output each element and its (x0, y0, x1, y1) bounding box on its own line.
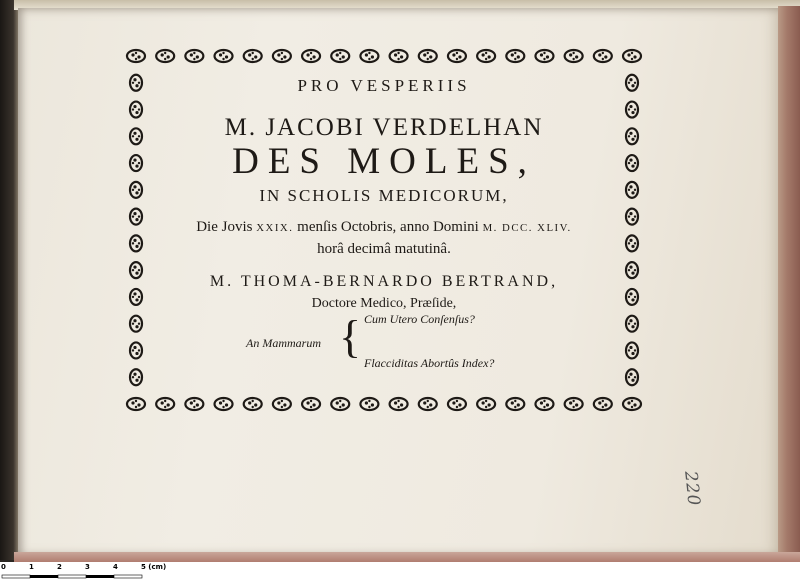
handwritten-page-number: 220 (680, 470, 704, 508)
border-ornament (244, 398, 262, 410)
border-ornament (130, 75, 142, 91)
border-ornament (594, 398, 612, 410)
border-ornament (419, 398, 437, 410)
title-line-pro-vesperiis: PRO VESPERIIS (297, 76, 471, 95)
scale-ruler (0, 562, 800, 584)
border-ornament (626, 316, 638, 332)
date-prefix: Die Jovis (196, 219, 257, 235)
title-line-location: IN SCHOLIS MEDICORUM, (259, 186, 509, 205)
border-ornament (244, 50, 262, 62)
title-line-president: M. THOMA-BERNARDO BERTRAND, (209, 273, 559, 290)
border-ornament (626, 75, 638, 91)
ruler-label-4: 4 (113, 563, 118, 571)
border-ornament (565, 50, 583, 62)
border-ornament (185, 398, 203, 410)
border-ornament (273, 50, 291, 62)
border-ornament (156, 50, 174, 62)
border-ornament (130, 316, 142, 332)
border-ornament (390, 398, 408, 410)
date-day-numeral: XXIX. (256, 222, 294, 234)
border-ornament (626, 262, 638, 278)
title-line-surname: DES MOLES, (232, 141, 536, 182)
border-ornament (626, 369, 638, 385)
border-ornament (477, 398, 495, 410)
border-ornament (477, 50, 495, 62)
border-ornament (626, 289, 638, 305)
border-ornament (156, 398, 174, 410)
border-ornament (130, 342, 142, 358)
border-ornament (448, 50, 466, 62)
border-ornament (127, 50, 145, 62)
border-ornament (185, 50, 203, 62)
ruler-label-0: 0 (1, 563, 6, 571)
border-ornament (535, 398, 553, 410)
border-ornament (626, 182, 638, 198)
border-ornament (215, 50, 233, 62)
brace-glyph: { (339, 311, 362, 362)
border-ornament (130, 155, 142, 171)
question-option-b: Flacciditas Abortûs Index? (364, 356, 495, 370)
border-ornament (360, 50, 378, 62)
border-ornament (130, 289, 142, 305)
border-ornament (506, 398, 524, 410)
ruler-label-5: 5 (cm) (141, 563, 167, 571)
border-ornament (623, 398, 641, 410)
ruler-label-3: 3 (85, 563, 90, 571)
border-ornament (448, 398, 466, 410)
border-ornament (506, 50, 524, 62)
border-ornament (331, 398, 349, 410)
border-ornament (626, 342, 638, 358)
question-lead: An Mammarum (246, 336, 321, 350)
ruler-label-2: 2 (57, 563, 62, 571)
thesis-question (246, 310, 546, 370)
title-line-date (140, 219, 628, 236)
border-ornament (127, 398, 145, 410)
border-ornament (302, 398, 320, 410)
ruler-label-1: 1 (29, 563, 34, 571)
border-ornament (565, 398, 583, 410)
border-ornament (130, 235, 142, 251)
title-line-hour: horâ decimâ matutinâ. (317, 241, 451, 257)
border-ornament (360, 398, 378, 410)
ruler-ticks (0, 562, 160, 584)
border-ornament (215, 398, 233, 410)
border-ornament (419, 50, 437, 62)
border-ornament (302, 50, 320, 62)
border-ornament (130, 262, 142, 278)
border-ornament (626, 155, 638, 171)
border-ornament (623, 50, 641, 62)
border-ornament (273, 398, 291, 410)
border-ornament (626, 235, 638, 251)
border-ornament (130, 182, 142, 198)
date-month: menſis Octobris, anno Domini (293, 219, 483, 235)
title-line-candidate-name: M. JACOBI VERDELHAN (224, 114, 544, 141)
date-year-numeral: M. DCC. XLIV. (482, 222, 572, 234)
border-ornament (331, 50, 349, 62)
border-ornament (390, 50, 408, 62)
title-line-president-role: Doctore Medico, Præſide, (311, 296, 457, 311)
border-ornament (594, 50, 612, 62)
border-ornament (535, 50, 553, 62)
question-option-a: Cum Utero Conſenſus? (364, 312, 475, 326)
border-ornament (130, 369, 142, 385)
